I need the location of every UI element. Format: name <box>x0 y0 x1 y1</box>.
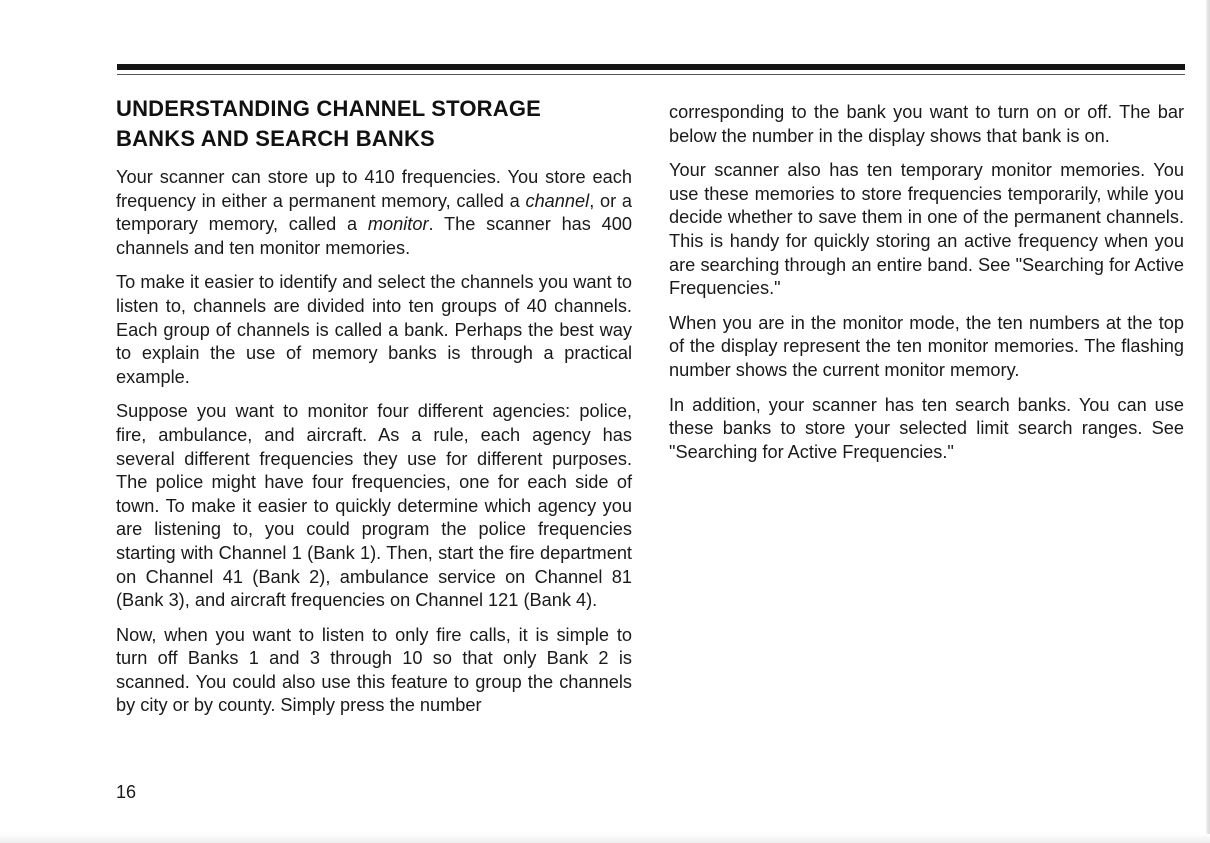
heading-line-1: UNDERSTANDING CHANNEL STORAGE <box>116 96 542 121</box>
right-column <box>669 101 1184 475</box>
right-paragraph-1: corresponding to the bank you want to turn on or off. The bar below the number in the display shows that bank is on. <box>669 102 1184 146</box>
section-heading <box>116 94 632 154</box>
page-bottom-shadow <box>0 834 1210 843</box>
left-paragraph-1 <box>116 166 632 260</box>
page-edge-shadow <box>1206 0 1210 843</box>
right-paragraph-2: Your scanner also has ten temporary monitor memories. You use these memories to store frequencies temporarily, while you decide whether to save them in one of the permanent channels. This is handy for quickly storing an active frequency when you are searching through an entire band. See "Searching for Active Frequencies." <box>669 160 1184 299</box>
heading-line-2: BANKS AND SEARCH BANKS <box>116 126 435 151</box>
left-p1-text-c: . The scanner has 400 channels and ten monitor memories. <box>116 214 632 258</box>
left-paragraph-2: To make it easier to identify and select the channels you want to listen to, channels are divided into ten groups of 40 channels. Each group of channels is called a bank. Perhaps the best way to explain the use of memory banks is through a practical example. <box>116 272 632 387</box>
left-column <box>116 94 632 729</box>
left-p1-text-b: , or a temporary memory, called a <box>116 190 632 235</box>
header-rule-thin <box>117 74 1185 75</box>
left-paragraph-4: Now, when you want to listen to only fire calls, it is simple to turn off Banks 1 and 3 through 10 so that only Bank 2 is scanned. You could also use this feature to group the channels by city or by county. Simply press the number <box>116 624 632 716</box>
right-paragraph-4: In addition, your scanner has ten search banks. You can use these banks to store your selected limit search ranges. See "Searching for Active Frequencies." <box>669 394 1184 462</box>
left-paragraph-3: Suppose you want to monitor four different agencies: police, fire, ambulance, and aircraft. As a rule, each agency has several different frequencies they use for different purposes. The police might have four frequencies, one for each side of town. To make it easier to quickly determine which agency you are listening to, you could program the police frequencies starting with Channel 1 (Bank 1). Then, start the fire department on Channel 41 (Bank 2), ambulance service on Channel 81 (Bank 3), and aircraft frequencies on Channel 121 (Bank 4). <box>116 401 632 611</box>
term-monitor: monitor <box>367 214 429 235</box>
left-p1-text-a: Your scanner can store up to 410 frequencies. You store each frequency in either a permanent memory, called a <box>116 167 632 211</box>
term-channel: channel <box>525 190 590 211</box>
page-number: 16 <box>116 782 137 802</box>
right-paragraph-3: When you are in the monitor mode, the ten numbers at the top of the display represent the ten monitor memories. The flashing number shows the current monitor memory. <box>669 312 1184 380</box>
header-rule-thick <box>117 64 1185 70</box>
